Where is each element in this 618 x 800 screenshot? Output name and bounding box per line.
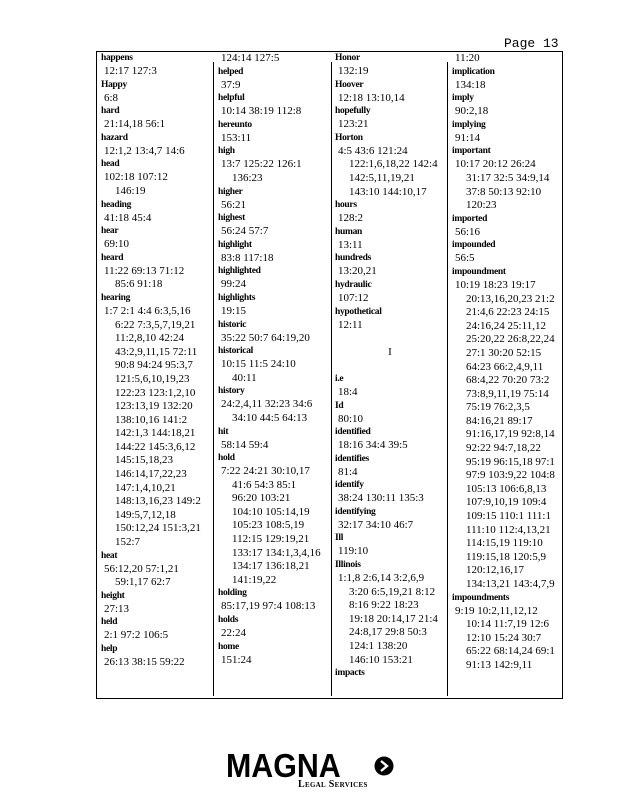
page-line-reference: 136:23 xyxy=(232,171,263,184)
index-entry xyxy=(218,319,331,346)
index-entry xyxy=(101,52,211,79)
index-word: hearing xyxy=(101,292,131,303)
page-line-reference: 9:19 10:2,11,12,12 xyxy=(455,604,538,617)
index-word: heard xyxy=(101,252,124,263)
page-line-reference: 27:1 30:20 52:15 xyxy=(466,346,542,359)
page-line-reference: 32:17 34:10 46:7 xyxy=(338,518,414,531)
index-word: hard xyxy=(101,106,120,117)
page-line-reference: 123:21 xyxy=(338,118,369,131)
index-word: Honor xyxy=(335,53,360,63)
index-entry xyxy=(218,66,331,93)
page-line-reference: 114:15,19 119:10 xyxy=(466,537,543,550)
index-word: holding xyxy=(218,588,247,599)
page-line-reference: 22:24 xyxy=(221,627,247,640)
index-entry xyxy=(452,52,563,66)
index-word: helpful xyxy=(218,93,245,104)
page-line-reference: 24:2,4,11 32:23 34:6 xyxy=(221,398,313,411)
index-word: hazard xyxy=(101,132,128,143)
index-entry xyxy=(218,92,331,119)
page-line-reference: 85:17,19 97:4 108:13 xyxy=(221,600,316,613)
index-entry xyxy=(335,532,445,559)
index-column-3 xyxy=(335,52,445,698)
page-line-reference: 111:10 112:4,13,21 xyxy=(466,523,551,536)
page-line-reference: 95:19 96:15,18 97:1 xyxy=(466,455,555,468)
page-line-reference: 7:22 24:21 30:10,17 xyxy=(221,465,310,478)
index-entry xyxy=(218,292,331,319)
logo-wordmark: MAGNA xyxy=(226,747,341,784)
page-line-reference: 120:23 xyxy=(466,199,497,212)
page-line-reference: 10:17 20:12 26:24 xyxy=(455,158,536,171)
page-line-reference: 148:13,16,23 149:2 xyxy=(115,495,201,508)
page-line-reference: 56:5 xyxy=(455,252,475,265)
index-word: identifying xyxy=(335,506,376,517)
page-line-reference: 153:11 xyxy=(221,131,252,144)
index-word: impoundment xyxy=(452,266,506,277)
index-entry xyxy=(452,239,563,266)
page-line-reference: 34:10 44:5 64:13 xyxy=(232,411,308,424)
index-entry xyxy=(218,265,331,292)
page-line-reference: 13:20,21 xyxy=(338,265,377,278)
page-line-reference: 21:4,6 22:23 24:15 xyxy=(466,306,550,319)
page-line-reference: 73:8,9,11,19 75:14 xyxy=(466,387,549,400)
page-line-reference: 35:22 50:7 64:19,20 xyxy=(221,331,310,344)
index-word: hold xyxy=(218,453,235,464)
index-word: imported xyxy=(452,213,488,224)
page-line-reference: 119:15,18 120:5,9 xyxy=(466,550,546,563)
index-entry xyxy=(101,79,211,106)
page-line-reference: 12:17 127:3 xyxy=(104,65,157,77)
page-line-reference: 112:15 129:19,21 xyxy=(232,533,310,546)
page-line-reference: 19:18 20:14,17 21:4 xyxy=(349,612,438,625)
page-line-reference: 18:16 34:4 39:5 xyxy=(338,439,408,452)
index-entry xyxy=(218,239,331,266)
page-line-reference: 132:19 xyxy=(338,65,369,77)
index-entry xyxy=(101,199,211,226)
index-entry xyxy=(335,252,445,279)
index-entry xyxy=(101,616,211,643)
page-line-reference: 99:24 xyxy=(221,278,247,291)
page-line-reference: 1:7 2:1 4:4 6:3,5,16 xyxy=(104,304,191,317)
index-word: implying xyxy=(452,119,486,130)
index-entry xyxy=(101,252,211,292)
page-line-reference: 64:23 66:2,4,9,11 xyxy=(466,360,544,373)
page-line-reference: 12:18 13:10,14 xyxy=(338,91,405,104)
page-line-reference: 21:14,18 56:1 xyxy=(104,118,166,131)
index-word: impounded xyxy=(452,240,496,251)
index-word: important xyxy=(452,146,491,157)
index-entry xyxy=(452,213,563,240)
page-line-reference: 20:13,16,20,23 21:2 xyxy=(466,292,555,305)
page-line-reference: 105:13 106:6,8,13 xyxy=(466,482,547,495)
index-word: Horton xyxy=(335,132,363,143)
page-line-reference: 124:1 138:20 xyxy=(349,640,408,653)
page-line-reference: 38:24 130:11 135:3 xyxy=(338,492,424,505)
page-line-reference: 12:1,2 13:4,7 14:6 xyxy=(104,144,185,157)
page-line-reference: 43:2,9,11,15 72:11 xyxy=(115,345,198,358)
index-word: help xyxy=(101,644,118,654)
index-word: helped xyxy=(218,66,244,77)
page-line-reference: 80:10 xyxy=(338,412,364,425)
index-entry xyxy=(335,426,445,453)
page-line-reference: 124:14 127:5 xyxy=(221,52,280,64)
logo-subtitle: Legal Services xyxy=(298,779,368,790)
index-entry xyxy=(101,132,211,159)
index-word: Hoover xyxy=(335,79,364,90)
index-word: Happy xyxy=(101,79,127,90)
page-line-reference: 56:12,20 57:1,21 xyxy=(104,562,179,575)
page-line-reference: 84:16,21 89:17 xyxy=(466,414,533,427)
index-word: hundreds xyxy=(335,253,371,264)
page-line-reference: 149:5,7,12,18 xyxy=(115,508,176,521)
index-word: identifies xyxy=(335,453,369,464)
index-word: history xyxy=(218,386,245,397)
page-line-reference: 11:2,8,10 42:24 xyxy=(115,332,184,345)
index-word: identified xyxy=(335,427,371,438)
page-line-reference: 146:14,17,22,23 xyxy=(115,468,187,481)
index-word: heading xyxy=(101,199,132,210)
index-entry xyxy=(335,79,445,106)
index-word: historic xyxy=(218,319,247,330)
index-word: happens xyxy=(101,53,133,63)
page-line-reference: 10:14 11:7,19 12:6 xyxy=(466,618,550,631)
page-line-reference: 90:8 94:24 95:3,7 xyxy=(115,359,193,372)
index-word: human xyxy=(335,226,363,237)
index-entry xyxy=(452,92,563,119)
index-word: hereunto xyxy=(218,119,252,130)
index-entry xyxy=(218,426,331,453)
page-line-reference: 105:23 108:5,19 xyxy=(232,519,305,532)
page-line-reference: 134:13,21 143:4,7,9 xyxy=(466,578,555,590)
index-word: hypothetical xyxy=(335,306,382,317)
page-line-reference: 146:10 153:21 xyxy=(349,653,413,666)
index-entry xyxy=(335,479,445,506)
page-line-reference: 120:12,16,17 xyxy=(466,564,525,577)
page-line-reference: 25:20,22 26:8,22,24 xyxy=(466,333,555,346)
index-word: identify xyxy=(335,480,364,491)
page-line-reference: 41:6 54:3 85:1 xyxy=(232,478,297,491)
page-line-reference: 85:6 91:18 xyxy=(115,278,163,291)
index-entry xyxy=(335,453,445,480)
index-column-4 xyxy=(452,52,563,698)
index-entry xyxy=(218,587,331,614)
column-divider xyxy=(213,62,214,696)
index-word: Ill xyxy=(335,533,344,544)
index-word: hours xyxy=(335,200,357,211)
index-entry xyxy=(218,385,331,425)
page-line-reference: 24:16,24 25:11,12 xyxy=(466,319,546,332)
index-entry xyxy=(335,667,445,680)
index-entry xyxy=(335,559,445,667)
index-word: high xyxy=(218,146,235,157)
page-line-reference: 58:14 59:4 xyxy=(221,438,269,451)
page-number: Page 13 xyxy=(504,36,559,51)
page-line-reference: 59:1,17 62:7 xyxy=(115,576,171,589)
page-line-reference: 141:19,22 xyxy=(232,573,277,586)
page-line-reference: 97:9 103:9,22 104:8 xyxy=(466,469,555,482)
page-line-reference: 128:2 xyxy=(338,212,364,225)
page-line-reference: 91:16,17,19 92:8,14 xyxy=(466,428,555,441)
page-line-reference: 107:9,10,19 109:4 xyxy=(466,496,547,509)
page-line-reference: 109:15 110:1 111:1 xyxy=(466,510,551,523)
page-line-reference: 6:22 7:3,5,7,19,21 xyxy=(115,318,196,331)
index-entry xyxy=(335,373,445,400)
page-line-reference: 27:13 xyxy=(104,602,130,615)
index-word: i.e xyxy=(335,373,344,384)
index-word: holds xyxy=(218,615,239,626)
column-divider xyxy=(447,62,448,696)
index-entry xyxy=(218,614,331,641)
index-entry xyxy=(101,225,211,252)
index-entry xyxy=(335,105,445,132)
word-index-frame xyxy=(96,51,563,699)
index-entry xyxy=(452,66,563,93)
page-line-reference: 4:5 43:6 121:24 xyxy=(338,144,408,157)
page-line-reference: 10:15 11:5 24:10 xyxy=(221,358,296,371)
index-entry xyxy=(101,550,211,590)
index-word: impoundments xyxy=(452,592,510,603)
page-line-reference: 150:12,24 151:3,21 xyxy=(115,522,201,535)
index-word: impacts xyxy=(335,668,365,679)
index-entry xyxy=(335,226,445,253)
page-line-reference: 91:14 xyxy=(455,131,481,144)
index-word: home xyxy=(218,641,239,652)
page-line-reference: 56:16 xyxy=(455,225,481,238)
index-word: highlight xyxy=(218,239,252,250)
index-entry xyxy=(218,212,331,239)
page-line-reference: 37:9 xyxy=(221,78,241,91)
page-line-reference: 11:22 69:13 71:12 xyxy=(104,264,185,277)
page-line-reference: 92:22 94:7,18,22 xyxy=(466,442,541,455)
page-line-reference: 56:24 57:7 xyxy=(221,225,269,238)
page-line-reference: 10:19 18:23 19:17 xyxy=(455,278,536,291)
page-line-reference: 151:24 xyxy=(221,653,252,666)
index-entry xyxy=(218,186,331,213)
page-line-reference: 12:10 15:24 30:7 xyxy=(466,631,542,644)
page-line-reference: 142:5,11,19,21 xyxy=(349,171,415,184)
index-entry xyxy=(452,119,563,146)
page-line-reference: 146:19 xyxy=(115,184,146,197)
index-word: held xyxy=(101,617,118,628)
page-line-reference: 133:17 134:1,3,4,16 xyxy=(232,546,321,559)
index-entry xyxy=(218,452,331,587)
page-line-reference: 152:7 xyxy=(115,536,141,549)
page-line-reference: 142:1,3 144:18,21 xyxy=(115,427,196,440)
page-line-reference: 83:8 117:18 xyxy=(221,251,274,264)
index-word: higher xyxy=(218,186,243,197)
page-line-reference: 69:10 xyxy=(104,238,130,251)
index-entry xyxy=(101,643,211,670)
page-line-reference: 96:20 103:21 xyxy=(232,492,291,505)
index-entry xyxy=(101,292,211,550)
page-line-reference: 81:4 xyxy=(338,465,358,478)
page-line-reference: 24:8,17 29:8 50:3 xyxy=(349,626,427,639)
column-divider xyxy=(331,62,332,696)
index-column-1 xyxy=(101,52,211,698)
page-line-reference: 11:20 xyxy=(455,52,480,64)
index-entry xyxy=(335,52,445,79)
page-line-reference: 75:19 76:2,3,5 xyxy=(466,401,530,414)
page-line-reference: 145:15,18,23 xyxy=(115,454,174,467)
index-word: highlights xyxy=(218,292,256,303)
index-entry xyxy=(335,279,445,306)
page-line-reference: 10:14 38:19 112:8 xyxy=(221,105,302,118)
index-word: historical xyxy=(218,346,253,357)
index-word: Id xyxy=(335,400,344,411)
index-entry xyxy=(218,641,331,668)
page-line-reference: 122:23 123:1,2,10 xyxy=(115,386,196,399)
index-word: highlighted xyxy=(218,266,261,277)
page-line-reference: 2:1 97:2 106:5 xyxy=(104,629,169,642)
page-line-reference: 37:8 50:13 92:10 xyxy=(466,185,542,198)
page-line-reference: 122:1,6,18,22 142:4 xyxy=(349,158,438,171)
page-line-reference: 134:18 xyxy=(455,78,486,91)
page-line-reference: 144:22 145:3,6,12 xyxy=(115,440,196,453)
page-line-reference: 65:22 68:14,24 69:1 xyxy=(466,645,555,658)
page-line-reference: 143:10 144:10,17 xyxy=(349,185,427,198)
page-line-reference: 6:8 xyxy=(104,91,119,104)
page-line-reference: 102:18 107:12 xyxy=(104,171,168,184)
index-entry xyxy=(218,119,331,146)
index-word: hydraulic xyxy=(335,279,372,290)
index-word: hit xyxy=(218,426,229,437)
magna-logo xyxy=(226,748,396,792)
index-entry xyxy=(335,506,445,533)
page-line-reference: 119:10 xyxy=(338,545,369,558)
index-word: implication xyxy=(452,66,495,77)
index-word: imply xyxy=(452,93,474,104)
index-entry xyxy=(452,145,563,212)
index-entry xyxy=(452,592,563,673)
page-line-reference: 68:4,22 70:20 73:2 xyxy=(466,374,550,387)
page-line-reference: 31:17 32:5 34:9,14 xyxy=(466,171,550,184)
section-letter: I xyxy=(388,345,392,358)
index-entry xyxy=(218,345,331,385)
page-line-reference: 107:12 xyxy=(338,291,369,304)
index-word: hopefully xyxy=(335,106,371,117)
page-line-reference: 8:16 9:22 18:23 xyxy=(349,599,419,612)
logo-arrow-icon xyxy=(374,756,394,776)
index-entry xyxy=(218,52,331,66)
page-line-reference: 26:13 38:15 59:22 xyxy=(104,656,185,668)
index-word: height xyxy=(101,590,125,601)
page-line-reference: 19:15 xyxy=(221,304,247,317)
index-word: hear xyxy=(101,226,119,237)
index-entry xyxy=(335,400,445,427)
page-line-reference: 40:11 xyxy=(232,371,257,384)
page-line-reference: 90:2,18 xyxy=(455,105,489,118)
page-line-reference: 147:1,4,10,21 xyxy=(115,481,176,494)
page-line-reference: 13:7 125:22 126:1 xyxy=(221,158,302,171)
index-word: highest xyxy=(218,213,245,224)
index-column-2 xyxy=(218,52,331,698)
index-word: Illinois xyxy=(335,560,361,571)
index-entry xyxy=(101,105,211,132)
index-entry xyxy=(101,158,211,198)
index-entry xyxy=(452,266,563,592)
page-line-reference: 18:4 xyxy=(338,385,358,398)
index-word: heat xyxy=(101,550,118,561)
index-entry xyxy=(101,590,211,617)
index-entry xyxy=(218,145,331,185)
index-entry xyxy=(335,132,445,199)
page-line-reference: 138:10,16 141:2 xyxy=(115,413,188,426)
index-entry xyxy=(335,306,445,333)
page-line-reference: 13:11 xyxy=(338,238,363,251)
page-line-reference: 41:18 45:4 xyxy=(104,211,152,224)
page-line-reference: 1:1,8 2:6,14 3:2,6,9 xyxy=(338,572,425,585)
page-line-reference: 104:10 105:14,19 xyxy=(232,505,310,518)
page-line-reference: 134:17 136:18,21 xyxy=(232,560,310,573)
page-line-reference: 123:13,19 132:20 xyxy=(115,400,193,413)
index-entry xyxy=(335,199,445,226)
page-line-reference: 56:21 xyxy=(221,198,247,211)
page-line-reference: 121:5,6,10,19,23 xyxy=(115,372,190,385)
page-line-reference: 91:13 142:9,11 xyxy=(466,658,533,671)
index-word: head xyxy=(101,159,120,170)
page-line-reference: 12:11 xyxy=(338,318,363,331)
page-line-reference: 3:20 6:5,19,21 8:12 xyxy=(349,585,436,598)
